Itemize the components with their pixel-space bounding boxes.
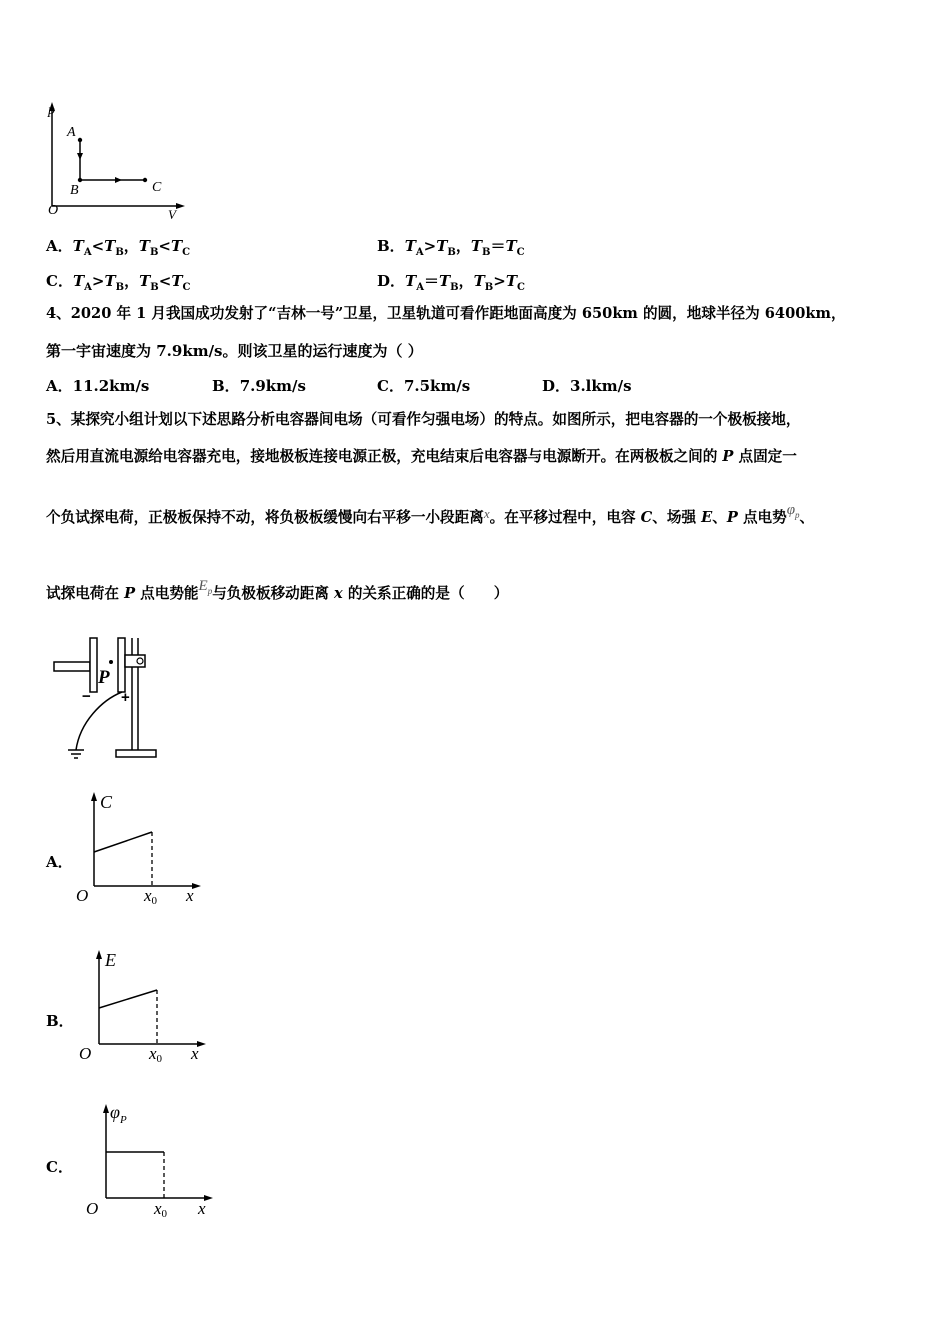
pv-label-V: V — [168, 207, 176, 222]
q4-option-a-letter: A． — [46, 377, 73, 395]
graph-b-x0-symbol: x — [149, 1044, 157, 1063]
q4-line-2: 第一宇宙速度为 7.9km/s。则该卫星的运行速度为（ ） — [46, 342, 423, 360]
q4-option-b[interactable] — [212, 376, 306, 396]
capacitor-apparatus — [52, 632, 167, 764]
graph-option-c[interactable] — [82, 1100, 222, 1222]
q3-option-d[interactable] — [377, 271, 525, 298]
graph-option-b-letter[interactable]: B． — [46, 1012, 74, 1030]
graph-a-x0-sub: 0 — [151, 895, 158, 907]
q5-line-2-a: 然后用直流电源给电容器充电，接地极板连接电源正极，充电结束后电容器与电源断开。在两极板之间的 — [46, 448, 723, 465]
q5-line-3-f: 、 — [712, 509, 727, 526]
pv-graph — [40, 98, 190, 223]
graph-a-x-label: x — [186, 886, 194, 905]
q4-option-c-letter: C． — [377, 377, 404, 395]
pv-label-B: B — [70, 183, 79, 198]
graph-c-y-symbol: φ — [110, 1102, 120, 1122]
q5-line-2-b: 点固定一 — [733, 448, 797, 465]
q5-line-3-a: 个负试探电荷，正极板保持不动，将负极板缓慢向右平移一小段距离 — [46, 509, 484, 526]
q3-option-c-letter: C． — [46, 272, 73, 290]
apparatus-minus-sign: − — [82, 688, 91, 705]
graph-a-x0-symbol: x — [144, 886, 152, 905]
q3-option-a-letter: A． — [46, 237, 73, 255]
q5-line-3-e: E — [701, 509, 713, 526]
q5-line-4-ep-symbol: E — [198, 578, 208, 594]
q3-option-b-letter: B． — [377, 237, 405, 255]
q3-option-d-letter: D． — [377, 272, 406, 290]
q3-option-d-text: $T_A=T_B$，$T_B>T_C$ — [405, 272, 525, 293]
q5-line-3-x: x — [483, 506, 490, 521]
graph-c-y-label — [110, 1102, 127, 1126]
graph-b-x-label: x — [191, 1044, 199, 1063]
q4-option-d-value: 3.lkm/s — [570, 377, 632, 395]
q5-line-3-phi-symbol: φ — [786, 502, 796, 518]
q5-line-4-p: P — [124, 585, 136, 602]
q3-option-a-text: $T_A<T_B$，$T_B<T_C$ — [72, 237, 191, 258]
q3-option-c-text: $T_A>T_B$，$T_B<T_C$ — [72, 272, 191, 293]
q4-option-c-value: 7.5km/s — [403, 377, 471, 395]
graph-a-x0-label — [143, 886, 158, 907]
q5-line-3-b: 。在平移过程中，电容 — [489, 509, 641, 526]
q5-line-3-p: P — [726, 509, 738, 526]
q4-option-b-letter: B． — [212, 377, 240, 395]
q5-line-4-d: 的关系正确的是（ ） — [342, 585, 509, 602]
q5-line-3-phi-sub: p — [795, 510, 800, 520]
q5-line-3-g: 点电势 — [737, 509, 787, 526]
q4-option-a[interactable] — [46, 376, 149, 396]
q4-line-1: 4、2020 年 1 月我国成功发射了“吉林一号”卫星，卫星轨道可看作距地面高度为 650km 的圆，地球半径为 6400km， — [46, 305, 846, 322]
graph-c-x-label: x — [198, 1199, 206, 1218]
q5-line-3-d: 、场强 — [652, 509, 702, 526]
graph-a-y-label: C — [100, 792, 113, 812]
q3-option-b-text: $T_A>T_B$，$T_B=T_C$ — [404, 237, 525, 258]
graph-option-c-letter[interactable]: C． — [46, 1158, 73, 1176]
q3-option-c[interactable] — [46, 271, 190, 298]
q5-line-2 — [46, 447, 797, 467]
graph-c-x0-symbol: x — [154, 1199, 162, 1218]
graph-c-x0-label — [153, 1199, 168, 1220]
q3-option-b[interactable] — [377, 236, 525, 263]
q5-line-4-a: 试探电荷在 — [46, 585, 125, 602]
q4-option-d[interactable] — [542, 376, 632, 396]
q5-line-3-c: C — [640, 509, 653, 526]
graph-option-a-letter[interactable]: A． — [46, 853, 73, 871]
q4-option-b-value: 7.9km/s — [239, 377, 306, 395]
q4-option-c[interactable] — [377, 376, 470, 396]
q4-option-d-letter: D． — [542, 377, 571, 395]
q5-line-4 — [46, 578, 509, 609]
graph-a-origin-label: O — [76, 886, 89, 905]
q5-line-4-ep — [199, 578, 213, 594]
q5-line-3 — [46, 502, 815, 533]
pv-label-O: O — [48, 203, 59, 218]
q5-line-4-c: 与负极板移动距离 — [212, 585, 335, 602]
graph-b-y-label: E — [105, 950, 116, 970]
graph-b-origin-label: O — [79, 1044, 92, 1063]
q4-option-a-value: 11.2km/s — [72, 377, 150, 395]
apparatus-label-P: P — [98, 667, 110, 688]
q5-line-3-phi — [787, 502, 800, 518]
pv-label-C: C — [152, 180, 162, 195]
pv-label-A: A — [67, 125, 76, 140]
graph-c-x0-sub: 0 — [161, 1208, 168, 1220]
q5-line-4-b: 点电势能 — [135, 585, 199, 602]
q5-line-4-x: x — [334, 585, 343, 602]
q5-line-1: 5、某探究小组计划以下述思路分析电容器间电场（可看作匀强电场）的特点。如图所示，把电容器的一个极板接地， — [46, 411, 801, 428]
graph-option-a[interactable] — [70, 788, 210, 910]
pv-label-p: p — [48, 103, 55, 118]
graph-c-y-sub: P — [119, 1114, 127, 1126]
apparatus-plus-sign: + — [121, 689, 130, 706]
q5-line-2-p: P — [722, 448, 734, 465]
graph-b-x0-label — [148, 1044, 163, 1065]
q3-option-a[interactable] — [46, 236, 190, 263]
graph-option-b[interactable] — [75, 946, 215, 1068]
q5-line-4-ep-sub: p — [207, 586, 213, 596]
graph-b-x0-sub: 0 — [156, 1053, 163, 1065]
graph-c-origin-label: O — [86, 1199, 99, 1218]
q5-line-3-h: 、 — [799, 509, 815, 526]
